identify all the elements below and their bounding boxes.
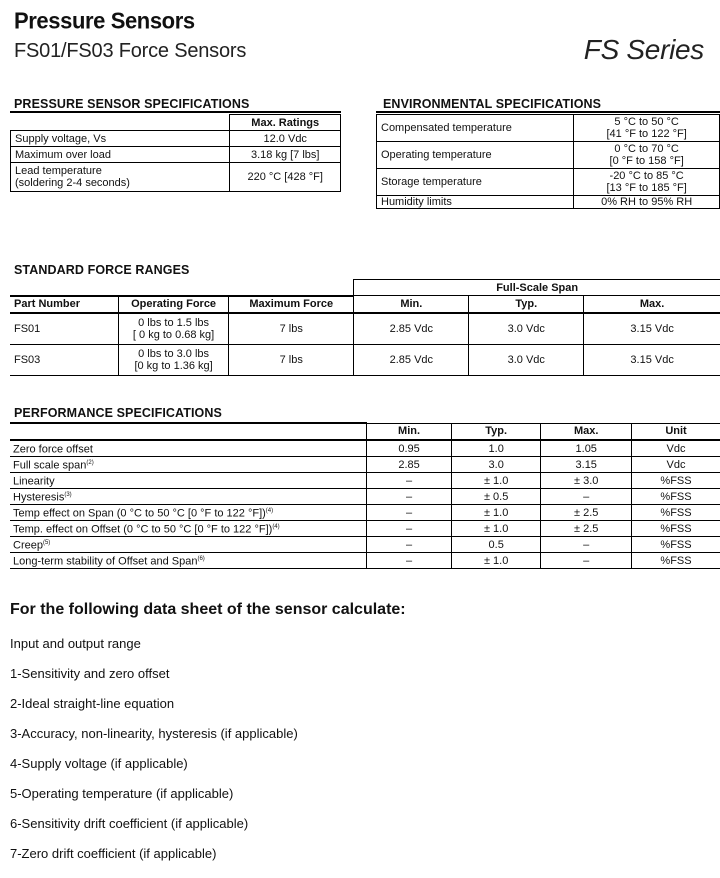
table-row [11,163,341,192]
env-value-line: [13 °F to 185 °F] [606,182,687,194]
table-row [10,553,720,569]
question-item: Input and output range [10,636,141,651]
span-max: 3.15 Vdc [584,344,720,375]
param-text: Zero force offset [13,443,93,456]
footnote-marker: (2) [86,460,94,467]
value-typ: ± 1.0 [451,505,541,521]
param-label [10,537,367,553]
table-header-row [10,423,720,440]
table-row [10,505,720,521]
value-typ: ± 0.5 [451,489,541,505]
table-row [11,147,341,163]
question-item: 3-Accuracy, non-linearity, hysteresis (if applicable) [10,726,298,741]
operating-force-line: 0 lbs to 3.0 lbs [138,347,210,360]
env-value [574,169,720,196]
footnote-marker: (3) [64,492,72,499]
value-max: 1.05 [541,440,632,457]
table-row [10,521,720,537]
column-header: Part Number [10,296,119,313]
column-header: Max. [584,296,720,313]
force-ranges-title: STANDARD FORCE RANGES [14,263,190,277]
value-max: – [541,489,632,505]
value-typ: ± 1.0 [451,521,541,537]
series-name: FS Series [583,34,704,65]
spec-value: 3.18 kg [7 lbs] [230,147,341,163]
footnote-marker: (5) [42,540,51,547]
value-typ: 3.0 [451,457,541,473]
param-text: Temp. effect on Offset (0 °C to 50 °C [0 °F to 122 °F]) [13,523,273,536]
question-item: 2-Ideal straight-line equation [10,696,175,711]
value-max: 3.15 [541,457,632,473]
column-header: Min. [367,423,452,440]
performance-specs-table [10,422,720,569]
table-row [377,142,720,169]
pressure-specs-rule [10,111,341,113]
column-header: Operating Force [119,296,229,313]
value-unit: %FSS [632,473,720,489]
value-unit: %FSS [632,489,720,505]
question-item: 6-Sensitivity drift coefficient (if applicable) [10,816,249,831]
operating-force-line: 0 lbs to 1.5 lbs [138,316,210,329]
performance-specs-title: PERFORMANCE SPECIFICATIONS [14,406,222,420]
spec-label: Maximum over load [11,147,230,163]
table-row [10,489,720,505]
value-typ: 0.5 [451,537,541,553]
table-row [377,115,720,142]
env-label: Storage temperature [377,169,574,196]
pressure-specs-table [10,114,341,192]
operating-force [119,313,229,345]
param-label [10,553,367,569]
value-min: 2.85 [367,457,452,473]
value-unit: %FSS [632,505,720,521]
value-unit: Vdc [632,440,720,457]
value-max: ± 2.5 [541,521,632,537]
env-value-line: 0 °C to 70 °C [614,143,679,155]
operating-force-line: [0 kg to 1.36 kg] [134,359,213,372]
product-subtitle: FS01/FS03 Force Sensors [14,40,247,62]
spec-value: 220 °C [428 °F] [230,163,341,192]
param-text: Linearity [13,475,55,488]
span-min: 2.85 Vdc [354,344,469,375]
table-row [377,169,720,196]
span-typ: 3.0 Vdc [469,344,584,375]
operating-force [119,344,229,375]
env-value-line: [0 °F to 158 °F] [609,155,684,167]
span-typ: 3.0 Vdc [469,313,584,345]
maximum-force: 7 lbs [229,313,354,345]
question-item: 5-Operating temperature (if applicable) [10,786,234,801]
value-unit: %FSS [632,521,720,537]
footnote-marker: (4) [272,524,280,531]
value-unit: %FSS [632,537,720,553]
value-min: – [367,521,452,537]
column-header: Typ. [469,296,584,313]
questions-title: For the following data sheet of the sensor calculate: [10,601,406,618]
env-label: Operating temperature [377,142,574,169]
table-row [11,131,341,147]
value-min: – [367,553,452,569]
part-number: FS01 [10,313,119,345]
table-row [10,344,720,375]
value-typ: 1.0 [451,440,541,457]
env-label: Compensated temperature [377,115,574,142]
footnote-marker: (6) [197,556,205,563]
value-max: – [541,553,632,569]
span-max: 3.15 Vdc [584,313,720,345]
param-label [10,440,367,457]
force-ranges-table [10,279,720,376]
env-value: 0% RH to 95% RH [574,196,720,209]
max-ratings-header: Max. Ratings [230,115,341,131]
param-text: Full scale span [13,459,87,472]
value-min: 0.95 [367,440,452,457]
param-text: Creep [13,539,43,552]
footnote-marker: (4) [265,508,274,515]
param-label [10,457,367,473]
spec-label [11,163,230,192]
env-value-line: [41 °F to 122 °F] [606,128,687,140]
table-header-row [10,296,720,313]
spec-label-line: Lead temperature [15,165,102,177]
env-value [574,115,720,142]
env-value [574,142,720,169]
table-header-row [11,115,341,131]
value-typ: ± 1.0 [451,553,541,569]
environmental-specs-rule [376,111,720,113]
environmental-specs-table [376,114,720,209]
value-unit: Vdc [632,457,720,473]
value-min: – [367,489,452,505]
column-header: Unit [632,423,720,440]
table-row [10,457,720,473]
param-label [10,505,367,521]
spec-label: Supply voltage, Vs [11,131,230,147]
param-label [10,489,367,505]
value-min: – [367,537,452,553]
column-header: Maximum Force [229,296,354,313]
value-min: – [367,473,452,489]
operating-force-line: [ 0 kg to 0.68 kg] [132,328,215,341]
value-typ: ± 1.0 [451,473,541,489]
table-row [10,440,720,457]
value-max: – [541,537,632,553]
value-max: ± 3.0 [541,473,632,489]
question-item: 1-Sensitivity and zero offset [10,666,170,681]
question-item: 4-Supply voltage (if applicable) [10,756,188,771]
param-text: Temp effect on Span (0 °C to 50 °C [0 °F to 122 °F]) [13,507,266,520]
full-scale-span-header: Full-Scale Span [354,280,720,296]
pressure-specs-title: PRESSURE SENSOR SPECIFICATIONS [14,97,250,111]
maximum-force: 7 lbs [229,344,354,375]
table-row [10,313,720,345]
part-number: FS03 [10,344,119,375]
spec-value: 12.0 Vdc [230,131,341,147]
table-group-row [10,280,720,296]
table-row [10,537,720,553]
param-text: Long-term stability of Offset and Span [13,555,198,568]
env-value-line: 5 °C to 50 °C [614,116,679,128]
value-unit: %FSS [632,553,720,569]
spec-label-line: (soldering 2-4 seconds) [15,177,130,189]
value-min: – [367,505,452,521]
span-min: 2.85 Vdc [354,313,469,345]
env-value-line: -20 °C to 85 °C [609,170,684,182]
brand-title: Pressure Sensors [14,7,195,34]
env-label: Humidity limits [377,196,574,209]
column-header: Min. [354,296,469,313]
param-label [10,521,367,537]
table-row [10,473,720,489]
performance-rows [10,440,720,569]
question-item: 7-Zero drift coefficient (if applicable) [10,846,217,861]
column-header: Max. [541,423,632,440]
table-row [377,196,720,209]
value-max: ± 2.5 [541,505,632,521]
environmental-specs-title: ENVIRONMENTAL SPECIFICATIONS [383,97,602,111]
column-header: Typ. [451,423,541,440]
param-label [10,473,367,489]
param-text: Hysteresis [13,491,65,504]
